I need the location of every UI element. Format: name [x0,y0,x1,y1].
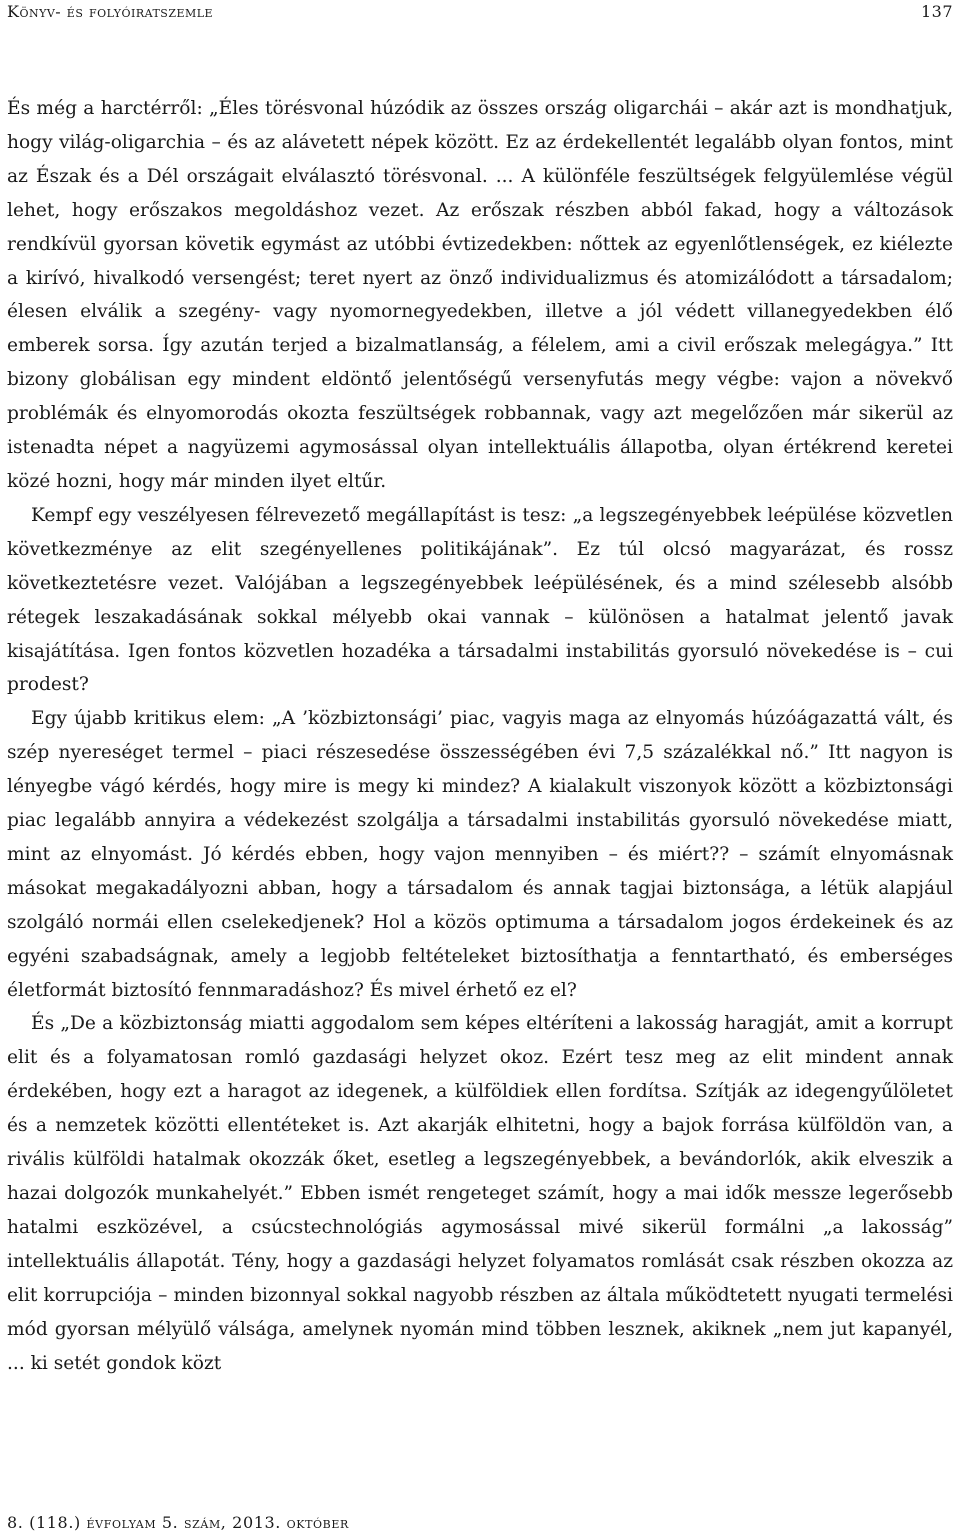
running-head [7,2,953,24]
page-number: 137 [920,2,953,21]
paragraph-2: Kempf egy veszélyesen félrevezető megállapítást is tesz: „a legszegényebbek leépülése közvetlen következménye az elit szegényellenes politikájának”. Ez túl olcsó magyarázat, és rossz következtetésre vezet. Valójában a legszegényebbek leépülésének, és a mind szélesebb alsóbb rétegek leszakadásának sokkal mélyebb okai vannak – különösen a hatalmat jelentő javak kisajátítása. Igen fontos közvetlen hozadéka a társadalmi instabilitás gyorsuló növekedése is – cui prodest? [7,504,953,696]
paragraph-3: Egy újabb kritikus elem: „A ’közbiztonsági’ piac, vagyis maga az elnyomás húzóágazattá vált, és szép nyereséget termel – piaci részesedése összességében évi 7,5 százalékkal nő.” Itt nagyon is lényegbe vágó kérdés, hogy mire is megy ki mindez? A kialakult viszonyok között a közbiztonsági piac legalább annyira a védekezést szolgálja a társadalmi instabilitás gyorsuló növekedése miatt, mint az elnyomást. Jó kérdés ebben, hogy vajon mennyiben – és miért?? – számít elnyomásnak másokat megakadályozni abban, hogy a társadalom és annak tagjai biztonsága, a létük alapjául szolgáló normái ellen cselekedjenek? Hol a közös optimuma a társadalom jogos érdekeinek és az egyéni szabadságnak, amely a legjobb feltételeket biztosíthatja a fenntartható, és emberséges életformát biztosító fennmaradáshoz? És mivel érhető ez el? [7,708,953,1001]
paragraph-1: És még a harctérről: „Éles törésvonal húzódik az összes ország oligarchái – akár azt is mondhatjuk, hogy világ-oligarchia – és az alávetett népek között. Ez az érdekellentét legalább olyan fontos, mint az Észak és a Dél országait elválasztó törésvonal. ... A különféle feszültségek felgyülemlése végül lehet, hogy erőszakos megoldáshoz vezet. Az erőszak részben abból fakad, hogy a változások rendkívül gyorsan követik egymást az utóbbi évtizedekben: nőttek az egyenlőtlenségek, ez kiélezte a kirívó, hivalkodó versengést; teret nyert az önző individualizmus és atomizálódott a társadalom; élesen elválik a szegény- vagy nyomornegyedekben, illetve a jól védett villanegyedekben élő emberek sorsa. Így azután terjed a bizalmatlanság, a félelem, ami a civil erőszak melegágya.” Itt bizony globálisan egy mindent eldöntő jelentőségű versenyfutás megy végbe: vajon a növekvő problémák és elnyomorodás okozta feszültségek robbannak, vagy azt megelőzően már sikerül az istenadta népet a nagyüzemi agymosással olyan intellektuális állapotba, olyan értékrend keretei közé hozni, hogy már minden ilyet eltűr. [7,98,953,492]
section-title: Könyv- és folyóiratszemle [7,2,214,21]
paragraph-4: És „De a közbiztonság miatti aggodalom sem képes eltéríteni a lakosság haragját, amit a korrupt elit és a folyamatosan romló gazdasági helyzet okoz. Ezért tesz meg az elit mindent annak érdekében, hogy ezt a haragot az idegenek, a külföldiek ellen fordítsa. Szítják az idegengyűlöletet és a nemzetek közötti ellentéteket is. Azt akarják elhitetni, hogy a bajok forrása külföldön van, a rivális külföldi hatalmak okozzák őket, esetleg a legszegényebbek, a bevándorlók, akik elveszik a hazai dolgozók munkahelyét.” Ebben ismét rengeteget számít, hogy a mai idők messze legerősebb hatalmi eszközével, a csúcstechnológiás agymosással mivé sikerül formálni „a lakosság” intellektuális állapotát. Tény, hogy a gazdasági helyzet folyamatos romlását csak részben okozza az elit korrupciója – minden bizonnyal sokkal nagyobb részben az általa működtetett nyugati termelési mód gyorsan mélyülő válsága, amelynek nyomán mind többen lesznek, akiknek „nem jut kapanyél, ... ki setét gondok közt [7,1013,953,1374]
issue-footer: 8. (118.) évfolyam 5. szám, 2013. október [7,1513,349,1532]
body-text [7,92,953,1380]
